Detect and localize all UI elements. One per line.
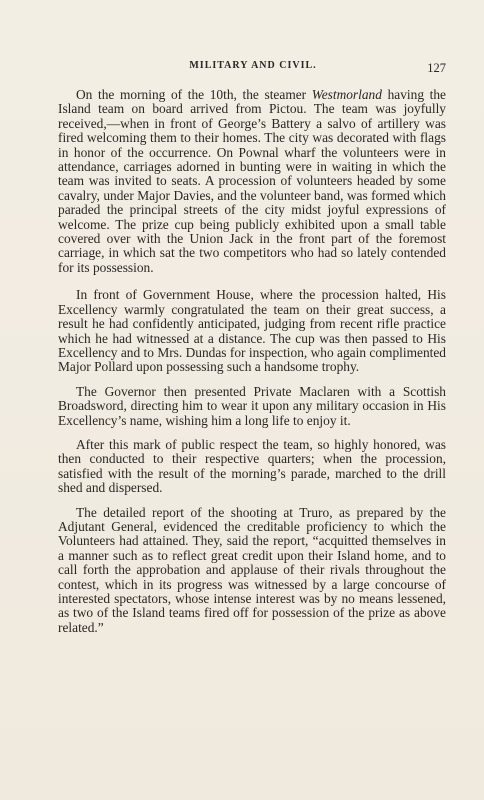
paragraph-5: The detailed report of the shooting at Truro, as prepared by the Adjutant General, evidenced the creditable proficiency to which the Volunteers had attained. They, said the report, “acquitted themselves in a manner such as to reflect great credit upon their Island home, and to call forth the approbation and applause of their rivals throughout the contest, which in its progress was witnessed by a large concourse of interested spectators, whose intense interest was by no means lessened, as two of the Island teams fired off for possession of the prize as above related.”: [58, 504, 446, 635]
paragraph-3: The Governor then presented Private Maclaren with a Scottish Broadsword, directing him to wear it upon any military occasion in His Excellency’s name, wishing him a long life to enjoy it.: [58, 383, 446, 428]
paragraph-1: [58, 88, 446, 275]
page-header: [60, 60, 446, 80]
body-text: [58, 88, 446, 645]
running-head: MILITARY AND CIVIL.: [189, 60, 317, 71]
paragraph-2: In front of Government House, where the procession halted, His Excellency warmly congratulated the team on their great success, a result he had confidently anticipated, judging from recent rifle practice which he had witnessed at a distance. The cup was then passed to His Excellency and to Mrs. Dundas for inspection, who again complimented Major Pollard upon possessing such a handsome trophy.: [58, 287, 446, 375]
paragraph-4: After this mark of public respect the team, so highly honored, was then conducted to their respective quarters; when the procession, satisfied with the result of the morning’s parade, marched to the drill shed and dispersed.: [58, 436, 446, 496]
page-number: 127: [427, 61, 446, 75]
ship-name: Westmorland: [311, 87, 382, 102]
paragraph-1-pre: On the morning of the 10th, the steamer: [76, 87, 312, 102]
paragraph-1-post: having the Island team on board arrived from Pictou. The team was joyfully received,—when in front of George’s Battery a salvo of artillery was fired welcoming them to their homes. The city was decorated with flags in honor of the occurrence. On Pownal wharf the volunteers were in attendance, carriages adorned in bunting were in waiting in which the team was invited to seats. A procession of volunteers headed by some cavalry, under Major Davies, and the volunteer band, was formed which paraded the principal streets of the city midst joyful expressions of welcome. The prize cup being publicly exhibited upon a small table covered over with the Union Jack in the front part of the foremost carriage, in which sat the two competitors who had so lately contended for its possession.: [58, 87, 447, 275]
